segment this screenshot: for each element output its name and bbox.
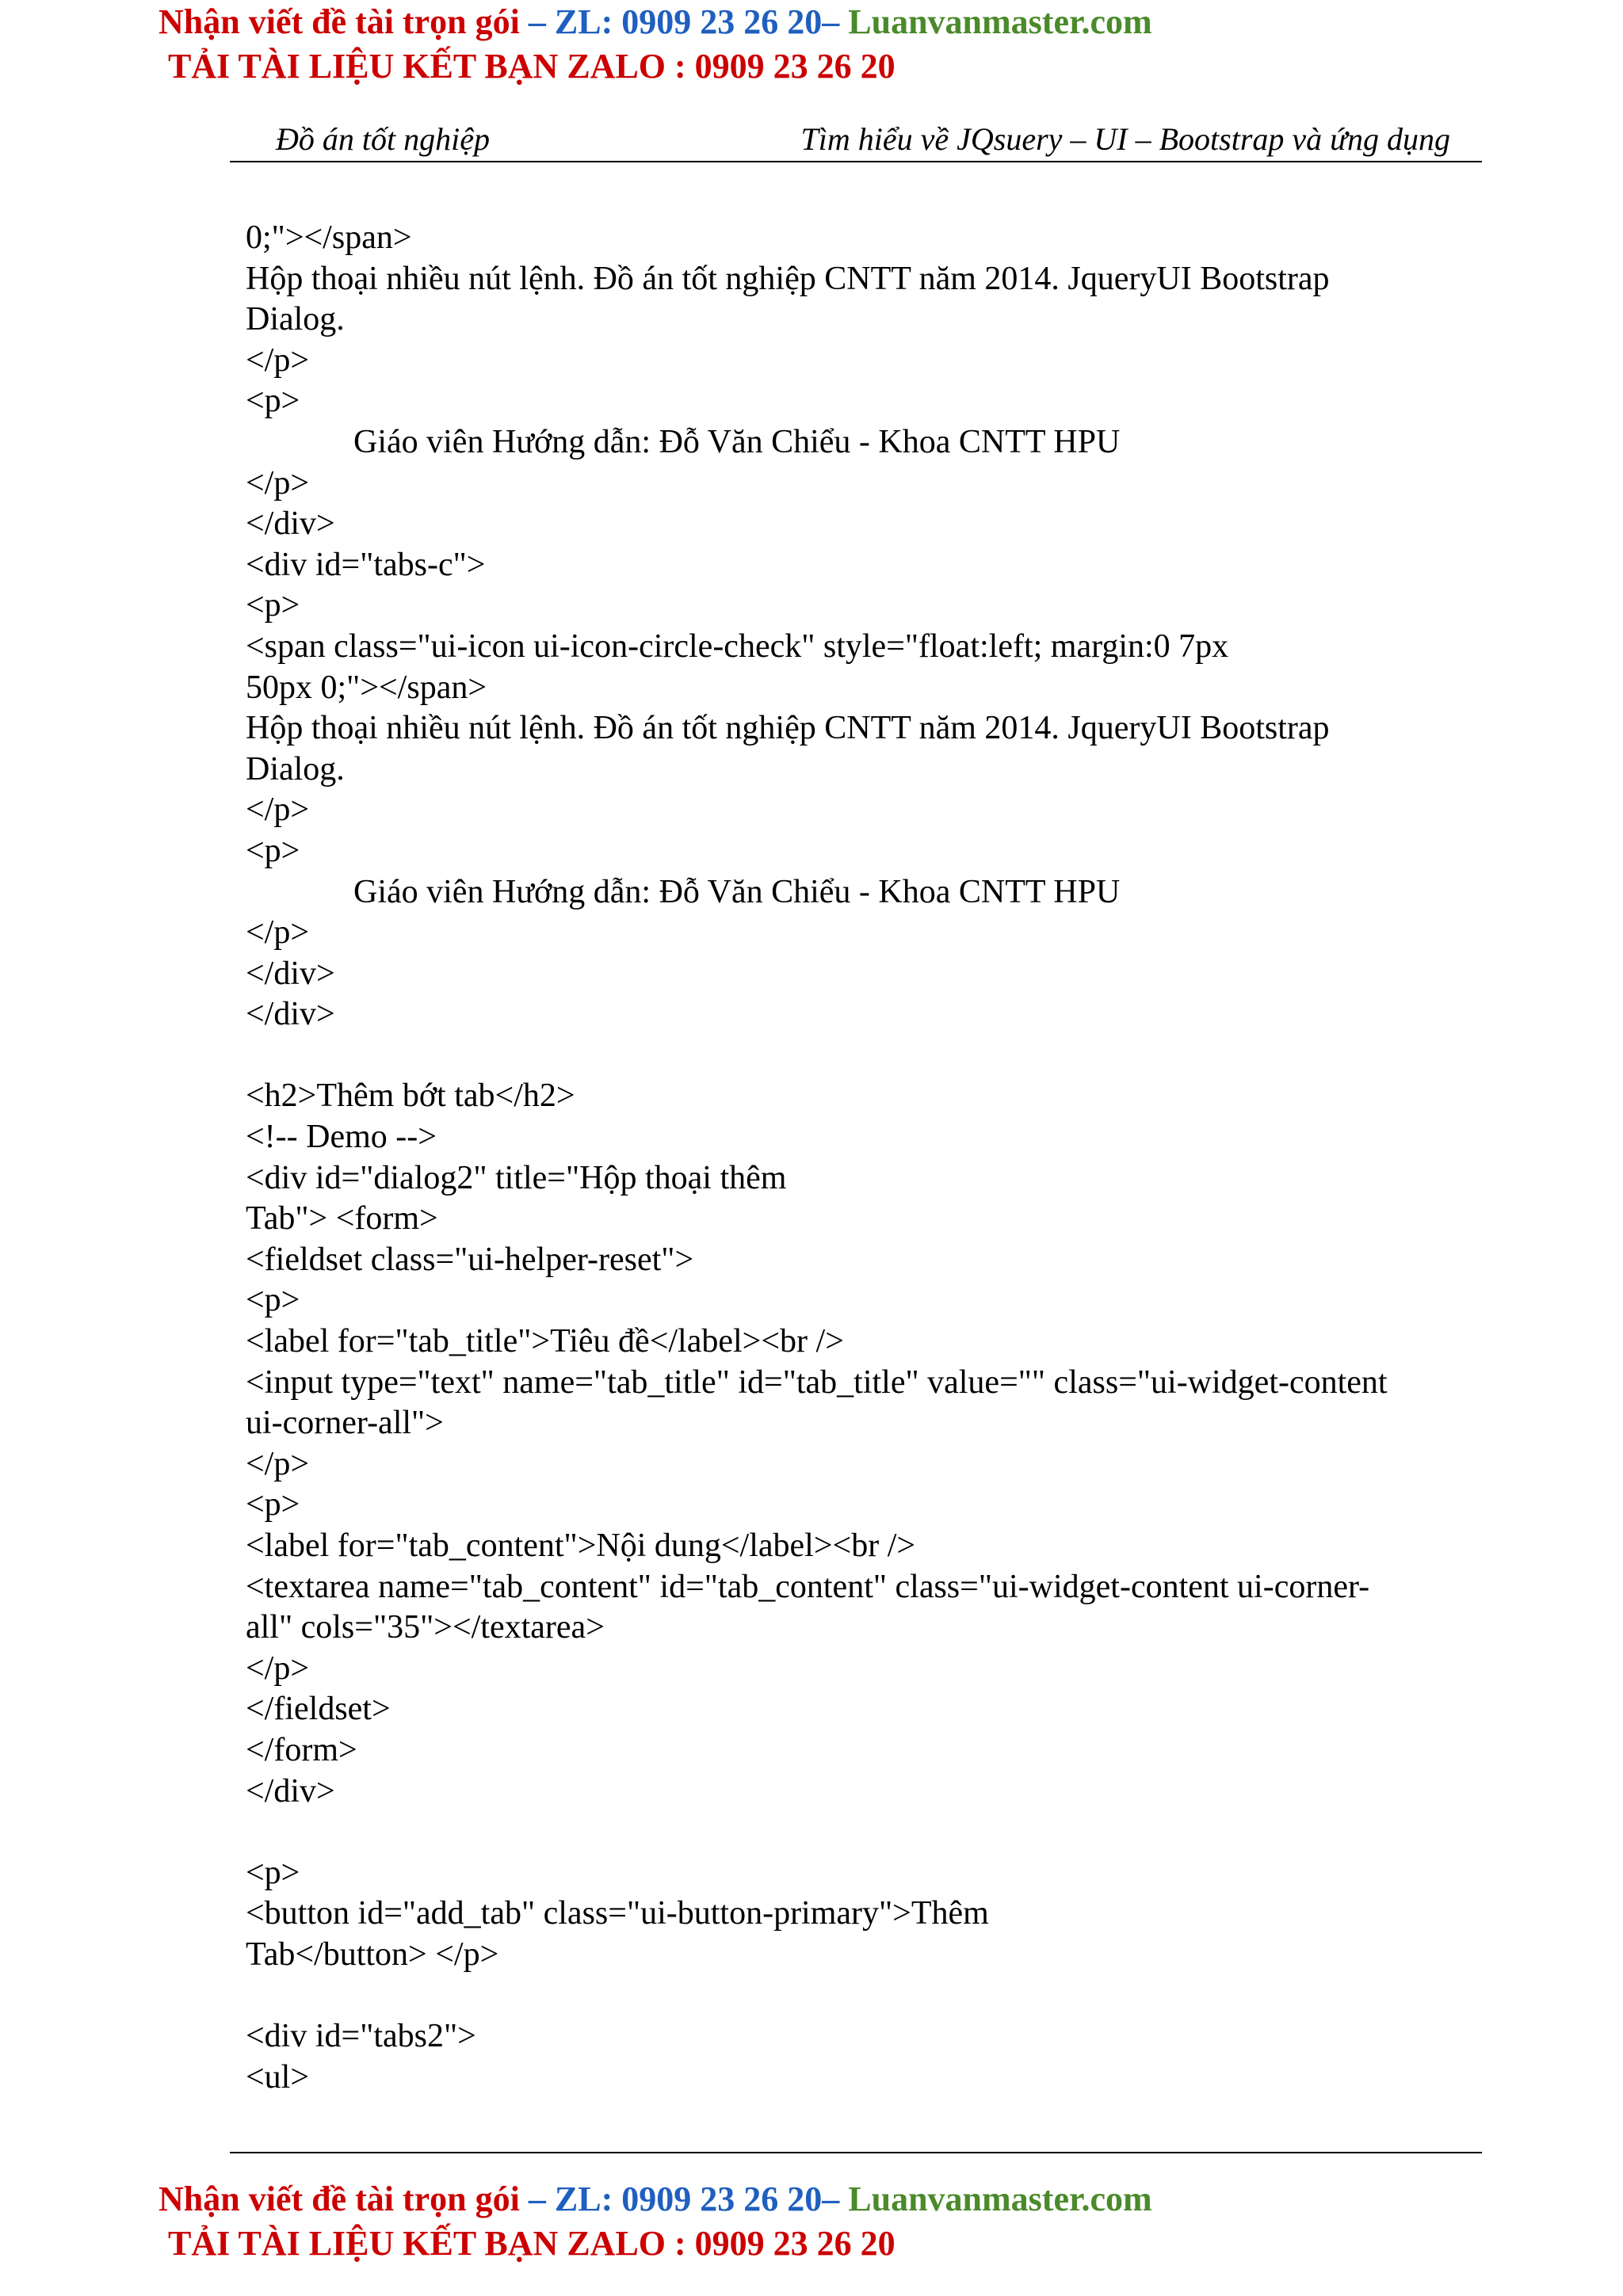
code-line: <div id="tabs2"> — [246, 2018, 476, 2055]
code-listing — [246, 218, 1482, 2098]
code-line: <p> — [246, 587, 300, 624]
promo-line-1 — [158, 2177, 1506, 2222]
code-line: <!-- Demo --> — [246, 1119, 437, 1156]
promo-line-2 — [158, 44, 1506, 89]
promo-website: Luanvanmaster.com — [848, 2, 1152, 41]
code-line: Dialog. — [246, 750, 345, 788]
code-line: <input type="text" name="tab_title" id="tab_title" value="" class="ui-widget-content — [246, 1363, 1388, 1401]
code-line: <div id="dialog2" title="Hộp thoại thêm — [246, 1159, 787, 1196]
code-line: <span class="ui-icon ui-icon-circle-check" style="float:left; margin:0 7px — [246, 627, 1229, 665]
code-line: <p> — [246, 1282, 300, 1319]
code-line: Hộp thoại nhiều nút lệnh. Đồ án tốt nghiệp CNTT năm 2014. JqueryUI Bootstrap — [246, 260, 1330, 297]
promo-separator-2: – — [822, 2180, 849, 2218]
code-line: </p> — [246, 1650, 310, 1687]
promo-separator-2: – — [822, 2, 849, 41]
code-line: </form> — [246, 1731, 357, 1768]
code-line: <button id="add_tab" class="ui-button-primary">Thêm — [246, 1895, 989, 1932]
code-line: </div> — [246, 955, 335, 992]
code-line: </div> — [246, 996, 335, 1033]
running-header — [230, 117, 1482, 162]
code-line: <p> — [246, 1486, 300, 1524]
code-line: Tab</button> </p> — [246, 1936, 499, 1973]
code-line: </fieldset> — [246, 1691, 391, 1728]
code-line: </p> — [246, 341, 310, 379]
blank-line — [246, 1812, 1482, 1853]
promo-website: Luanvanmaster.com — [848, 2180, 1152, 2218]
code-line: </div> — [246, 505, 335, 543]
promo-zalo-phone: ZL: 0909 23 26 20 — [554, 2180, 823, 2218]
promo-text-offer: Nhận viết đề tài trọn gói — [158, 2180, 520, 2218]
promo-zalo-phone: ZL: 0909 23 26 20 — [554, 2, 823, 41]
code-line: 0;"></span> — [246, 219, 412, 256]
footer-divider — [230, 2152, 1482, 2153]
code-line: ui-corner-all"> — [246, 1405, 444, 1442]
code-line: Giáo viên Hướng dẫn: Đỗ Văn Chiểu - Khoa CNTT HPU — [353, 873, 1121, 910]
code-line: <div id="tabs-c"> — [246, 546, 486, 583]
code-line: 50px 0;"></span> — [246, 669, 487, 706]
promo-banner-bottom — [158, 2177, 1506, 2266]
code-line: <p> — [246, 832, 300, 869]
blank-line — [246, 1976, 1482, 2017]
promo-separator: – — [519, 2, 555, 41]
promo-download-phone: 0909 23 26 20 — [694, 2224, 896, 2263]
promo-download-text: TẢI TÀI LIỆU KẾT BẠN ZALO : — [168, 2224, 695, 2263]
code-line: Giáo viên Hướng dẫn: Đỗ Văn Chiểu - Khoa CNTT HPU — [353, 423, 1121, 460]
code-line: </div> — [246, 1772, 335, 1810]
code-line: <label for="tab_content">Nội dung</label><br /> — [246, 1527, 916, 1564]
code-line: Hộp thoại nhiều nút lệnh. Đồ án tốt nghiệp CNTT năm 2014. JqueryUI Bootstrap — [246, 710, 1330, 747]
code-line: </p> — [246, 914, 310, 952]
code-line: </p> — [246, 791, 310, 829]
code-line: <p> — [246, 383, 300, 420]
promo-line-1 — [158, 0, 1506, 44]
header-divider — [230, 161, 1482, 162]
code-line: </p> — [246, 1445, 310, 1482]
code-line: <label for="tab_title">Tiêu đề</label><br /> — [246, 1323, 844, 1360]
blank-line — [246, 1035, 1482, 1077]
promo-banner-top — [158, 0, 1506, 89]
promo-separator: – — [519, 2180, 555, 2218]
code-line: <ul> — [246, 2058, 310, 2096]
header-left-title: Đồ án tốt nghiệp — [276, 121, 490, 157]
code-line: </p> — [246, 464, 310, 502]
code-line: <textarea name="tab_content" id="tab_content" class="ui-widget-content ui-corner- — [246, 1568, 1370, 1605]
header-right-title: Tìm hiểu về JQsuery – UI – Bootstrap và ứng dụng — [800, 121, 1450, 157]
code-line: Tab"> <form> — [246, 1200, 438, 1238]
code-line: <h2>Thêm bớt tab</h2> — [246, 1077, 575, 1115]
promo-line-2 — [158, 2222, 1506, 2266]
code-line: <p> — [246, 1854, 300, 1891]
promo-download-text: TẢI TÀI LIỆU KẾT BẠN ZALO : — [168, 47, 695, 86]
promo-download-phone: 0909 23 26 20 — [694, 47, 896, 86]
code-line: all" cols="35"></textarea> — [246, 1609, 605, 1646]
promo-text-offer: Nhận viết đề tài trọn gói — [158, 2, 520, 41]
code-line: Dialog. — [246, 301, 345, 338]
code-line: <fieldset class="ui-helper-reset"> — [246, 1241, 694, 1278]
